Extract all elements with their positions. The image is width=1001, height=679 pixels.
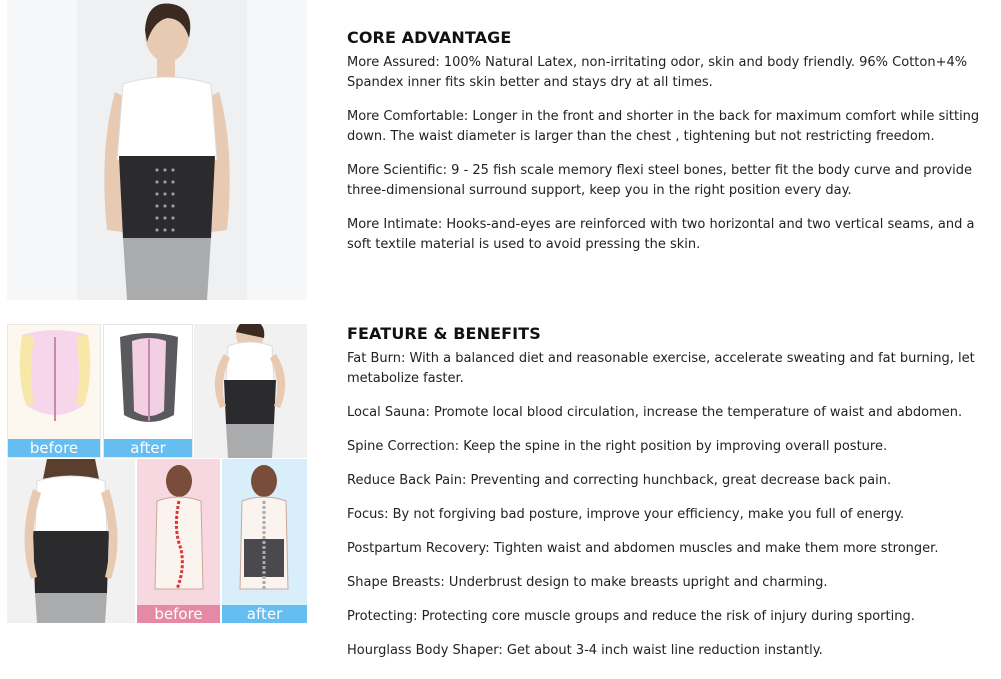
waist-before-illustration xyxy=(8,325,101,441)
product-photo-model-back xyxy=(7,459,135,623)
feature-item: Spine Correction: Keep the spine in the right position by improving overall posture. xyxy=(347,439,888,454)
feature-item: Focus: By not forgiving bad posture, improve your efficiency, make you full of energy. xyxy=(347,507,905,522)
model-back-illustration xyxy=(7,459,135,623)
waist-after-illustration xyxy=(104,325,193,441)
product-photo-model-front xyxy=(7,0,307,300)
feature-benefits-section xyxy=(347,324,987,675)
core-advantage-section xyxy=(347,28,987,269)
model-front-illustration xyxy=(7,0,307,300)
before-label: before xyxy=(137,605,220,623)
after-label: after xyxy=(222,605,307,623)
feature-item: Reduce Back Pain: Preventing and correcting hunchback, great decrease back pain. xyxy=(347,473,892,488)
before-label: before xyxy=(8,439,100,457)
core-advantage-heading: CORE ADVANTAGE xyxy=(347,28,512,47)
before-diagram-waist xyxy=(7,324,101,458)
spine-after-illustration xyxy=(222,459,307,605)
core-advantage-item: More Comfortable: Longer in the front and shorter in the back for maximum comfort while sitting down. The waist diameter is larger than the chest , tightening but not restricting freedom. xyxy=(347,109,980,144)
feature-item: Shape Breasts: Underbrust design to make breasts upright and charming. xyxy=(347,575,828,590)
core-advantage-item: More Assured: 100% Natural Latex, non-irritating odor, skin and body friendly. 96% Cotton+4% Spandex inner fits skin better and stays dry at all times. xyxy=(347,55,968,90)
after-diagram-spine xyxy=(222,459,307,623)
core-advantage-item: More Scientific: 9 - 25 fish scale memory flexi steel bones, better fit the body curve and provide three-dimensional surround support, keep you in the right position every day. xyxy=(347,163,973,198)
model-hips-illustration xyxy=(194,324,307,458)
feature-item: Postpartum Recovery: Tighten waist and abdomen muscles and make them more stronger. xyxy=(347,541,939,556)
feature-item: Local Sauna: Promote local blood circulation, increase the temperature of waist and abdomen. xyxy=(347,405,963,420)
after-diagram-waist xyxy=(103,324,193,458)
feature-item: Protecting: Protecting core muscle groups and reduce the risk of injury during sporting. xyxy=(347,609,915,624)
before-diagram-spine xyxy=(137,459,220,623)
feature-item: Fat Burn: With a balanced diet and reasonable exercise, accelerate sweating and fat burning, let metabolize faster. xyxy=(347,351,975,386)
feature-item: Hourglass Body Shaper: Get about 3-4 inch waist line reduction instantly. xyxy=(347,643,823,658)
product-photo-model-hands-on-hips xyxy=(194,324,307,458)
after-label: after xyxy=(104,439,192,457)
spine-before-illustration xyxy=(137,459,220,605)
feature-benefits-heading: FEATURE & BENEFITS xyxy=(347,324,541,343)
core-advantage-item: More Intimate: Hooks-and-eyes are reinforced with two horizontal and two vertical seams, and a soft textile material is used to avoid pressing the skin. xyxy=(347,217,975,252)
